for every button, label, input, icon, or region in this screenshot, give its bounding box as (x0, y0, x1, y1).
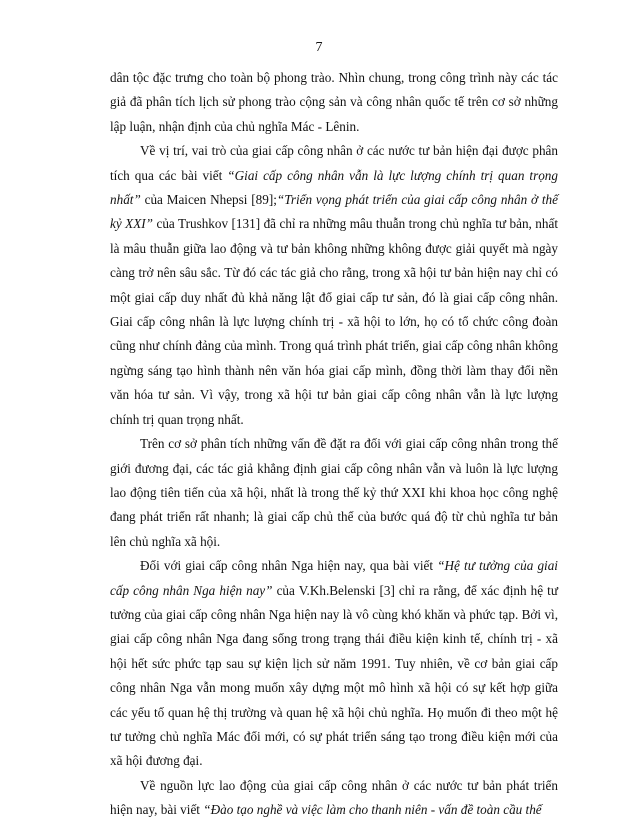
text-segment: Về nguồn lực lao động của giai cấp công nhân ở các nước tư bản phát triển hiện nay, bài viết (110, 777, 558, 818)
text-segment: của V.Kh.Belenski [3] chỉ ra rằng, để xác định hệ tư tưởng của giai cấp công nhân Nga hiện nay là vô cùng khó khăn và phức tạp. Bởi vì, giai cấp công nhân Nga đang sống trong trạng thái điều kiện kinh tế, chính trị - xã hội hết sức phức tạp sau sự kiện lịch sử năm 1991. Tuy nhiên, về cơ bản giai cấp công nhân Nga vẫn mong muốn xây dựng một mô hình xã hội có sự kết hợp giữa các yếu tố quan hệ thị trường và quan hệ xã hội chủ nghĩa. Họ muốn đi theo một hệ tư tưởng chủ nghĩa Mác đổi mới, có sự phát triển sáng tạo trong điều kiện mới của xã hội đương đại. (110, 582, 558, 769)
paragraph (110, 554, 558, 774)
page-number: 7 (315, 40, 323, 55)
text-segment: Về vị trí, vai trò của giai cấp công nhân ở các nước tư bản hiện đại được phân tích qua các bài viết (110, 143, 558, 183)
text-segment: dân tộc đặc trưng cho toàn bộ phong trào. Nhìn chung, trong công trình này các tác giả đã phân tích lịch sử phong trào cộng sản và công nhân quốc tế trên cơ sở những lập luận, nhận định của chủ nghĩa Mác - Lênin. (110, 70, 558, 134)
paragraph (110, 66, 558, 139)
document-body (110, 66, 558, 823)
text-segment: của Trushkov [131] đã chỉ ra những mâu thuẫn trong chủ nghĩa tư bản, nhất là mâu thuẫn giữa lao động và tư bản không những không được giải quyết mà ngày càng trở nên sâu sắc. Từ đó các tác giả cho rằng, trong xã hội tư bản hiện nay chỉ có một giai cấp duy nhất đủ khả năng lật đổ giai cấp tư sản, đó là giai cấp công nhân. Giai cấp công nhân là lực lượng chính trị - xã hội to lớn, họ có tổ chức công đoàn cũng như chính đảng của mình. Trong quá trình phát triển, giai cấp công nhân không ngừng sáng tạo hình thành nên văn hóa giai cấp mình, đồng thời làm thay đổi nền văn hóa tư sản. Vì vậy, trong xã hội tư bản giai cấp công nhân vẫn là lực lượng chính trị quan trọng nhất. (110, 216, 558, 427)
article-title: “Giai cấp công nhân vẫn là lực lượng chính trị quan trọng nhất” (110, 167, 558, 208)
text-segment: của Maicen Nhepsi [89]; (140, 192, 277, 208)
paragraph (110, 139, 558, 432)
text-segment: Trên cơ sở phân tích những vấn đề đặt ra đối với giai cấp công nhân trong thế giới đương đại, các tác giả khẳng định giai cấp công nhân vẫn và luôn là lực lượng lao động tiên tiến của xã hội, nhất là trong thế kỷ thứ XXI khi khoa học công nghệ đang phát triển rất nhanh; là giai cấp chủ thể của bước quá độ từ chủ nghĩa tư bản lên chủ nghĩa xã hội. (110, 436, 558, 549)
paragraph (110, 774, 558, 823)
paragraph (110, 432, 558, 554)
article-title: “Đào tạo nghề và việc làm cho thanh niên - vấn đề toàn cầu thế (203, 802, 542, 818)
text-segment: Đối với giai cấp công nhân Nga hiện nay, qua bài viết (140, 558, 438, 574)
article-title: “Triển vọng phát triển của giai cấp công nhân ở thế kỷ XXI” (110, 192, 558, 232)
article-title: “Hệ tư tưởng của giai cấp công nhân Nga hiện nay” (110, 558, 558, 598)
